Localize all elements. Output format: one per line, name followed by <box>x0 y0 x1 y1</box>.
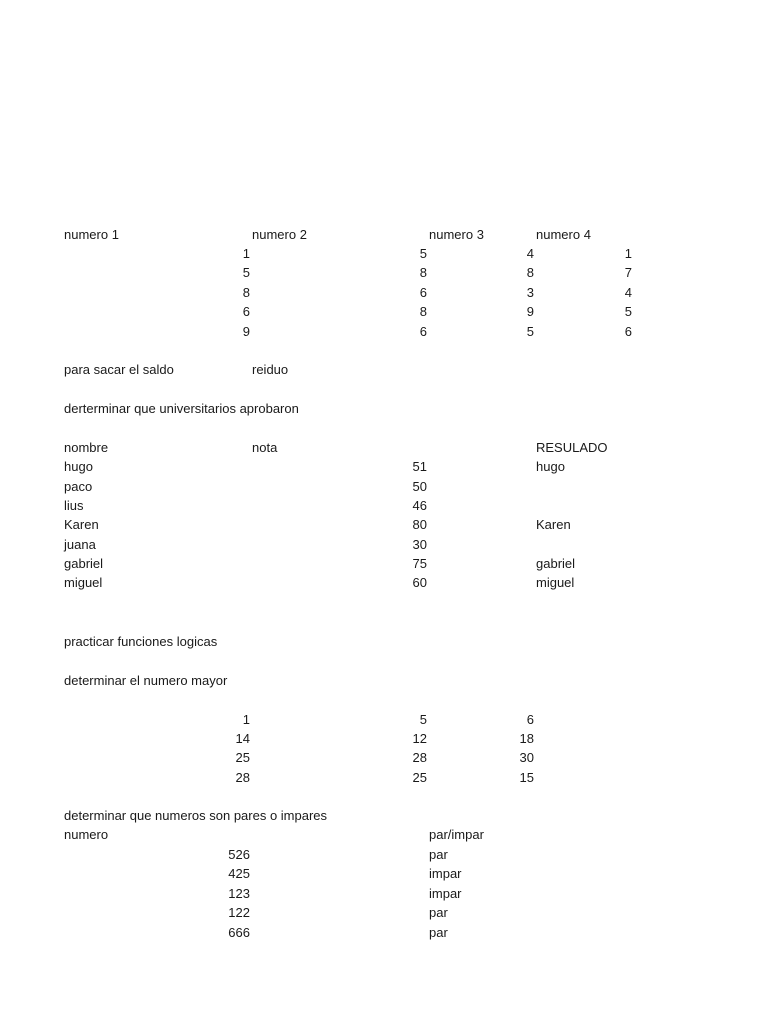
cell-value: 5 <box>624 304 632 319</box>
cell-value: 5 <box>419 246 427 261</box>
student-grade: 30 <box>412 537 427 552</box>
header-par-impar: par/impar <box>429 827 484 842</box>
cell-value: 18 <box>519 731 534 746</box>
parity-number: 122 <box>228 905 250 920</box>
cell-value: 6 <box>419 285 427 300</box>
student-grade: 46 <box>412 498 427 513</box>
cell-value: 1 <box>242 712 250 727</box>
parity-number: 526 <box>228 847 250 862</box>
cell-value: 8 <box>242 285 250 300</box>
cell-value: 6 <box>242 304 250 319</box>
cell-value: 28 <box>412 750 427 765</box>
cell-value: 1 <box>242 246 250 261</box>
parity-number: 666 <box>228 925 250 940</box>
residuo-label: reiduo <box>252 362 289 377</box>
mayor-title-row <box>0 671 768 690</box>
student-name: miguel <box>64 575 103 590</box>
paridad-title: determinar que numeros son pares o impares <box>64 808 328 823</box>
parity-result: par <box>429 905 448 920</box>
header-resultado: RESULADO <box>536 440 608 455</box>
cell-value: 12 <box>412 731 427 746</box>
saldo-row <box>0 360 768 379</box>
student-row <box>0 457 768 476</box>
student-name: gabriel <box>64 556 104 571</box>
paridad-row <box>0 903 768 922</box>
cell-value: 14 <box>235 731 250 746</box>
numbers-row <box>0 263 768 282</box>
header-numero: numero <box>64 827 109 842</box>
student-name: Karen <box>64 517 99 532</box>
cell-value: 8 <box>419 304 427 319</box>
cell-value: 5 <box>242 265 250 280</box>
cell-value: 30 <box>519 750 534 765</box>
student-grade: 80 <box>412 517 427 532</box>
cell-value: 15 <box>519 770 534 785</box>
numbers-header-row <box>0 225 768 244</box>
cell-value: 9 <box>526 304 534 319</box>
header-numero-1: numero 1 <box>64 227 119 242</box>
student-grade: 51 <box>412 459 427 474</box>
mayor-row <box>0 729 768 748</box>
numbers-row <box>0 283 768 302</box>
student-result: Karen <box>536 517 571 532</box>
student-result: miguel <box>536 575 575 590</box>
student-row <box>0 477 768 496</box>
student-row <box>0 554 768 573</box>
numbers-row <box>0 322 768 341</box>
parity-result: impar <box>429 886 462 901</box>
student-name: juana <box>64 537 96 552</box>
parity-number: 425 <box>228 866 250 881</box>
cell-value: 6 <box>526 712 534 727</box>
student-name: paco <box>64 479 93 494</box>
parity-number: 123 <box>228 886 250 901</box>
cell-value: 3 <box>526 285 534 300</box>
cell-value: 4 <box>624 285 632 300</box>
paridad-row <box>0 884 768 903</box>
cell-value: 4 <box>526 246 534 261</box>
student-row <box>0 573 768 592</box>
mayor-title: determinar el numero mayor <box>64 673 228 688</box>
cell-value: 8 <box>526 265 534 280</box>
student-grade: 60 <box>412 575 427 590</box>
funciones-title: practicar funciones logicas <box>64 634 218 649</box>
mayor-row <box>0 748 768 767</box>
mayor-row <box>0 710 768 729</box>
numbers-row <box>0 302 768 321</box>
student-row <box>0 496 768 515</box>
student-result: hugo <box>536 459 565 474</box>
funciones-title-row <box>0 632 768 651</box>
student-name: lius <box>64 498 84 513</box>
cell-value: 5 <box>526 324 534 339</box>
header-nombre: nombre <box>64 440 109 455</box>
cell-value: 25 <box>412 770 427 785</box>
paridad-header-row <box>0 825 768 844</box>
header-numero-2: numero 2 <box>252 227 307 242</box>
header-nota: nota <box>252 440 278 455</box>
cell-value: 6 <box>624 324 632 339</box>
paridad-row <box>0 845 768 864</box>
student-result: gabriel <box>536 556 576 571</box>
cell-value: 28 <box>235 770 250 785</box>
cell-value: 1 <box>624 246 632 261</box>
header-numero-3: numero 3 <box>429 227 484 242</box>
cell-value: 8 <box>419 265 427 280</box>
paridad-title-row <box>0 806 768 825</box>
cell-value: 9 <box>242 324 250 339</box>
paridad-row <box>0 864 768 883</box>
parity-result: par <box>429 847 448 862</box>
cell-value: 25 <box>235 750 250 765</box>
mayor-row <box>0 768 768 787</box>
parity-result: par <box>429 925 448 940</box>
parity-result: impar <box>429 866 462 881</box>
cell-value: 6 <box>419 324 427 339</box>
paridad-row <box>0 923 768 942</box>
student-name: hugo <box>64 459 93 474</box>
aprobados-title: derterminar que universitarios aprobaron <box>64 401 299 416</box>
numbers-row <box>0 244 768 263</box>
aprobados-header-row <box>0 438 768 457</box>
cell-value: 7 <box>624 265 632 280</box>
aprobados-title-row <box>0 399 768 418</box>
saldo-label: para sacar el saldo <box>64 362 174 377</box>
student-row <box>0 515 768 534</box>
cell-value: 5 <box>419 712 427 727</box>
student-row <box>0 535 768 554</box>
student-grade: 75 <box>412 556 427 571</box>
header-numero-4: numero 4 <box>536 227 591 242</box>
student-grade: 50 <box>412 479 427 494</box>
